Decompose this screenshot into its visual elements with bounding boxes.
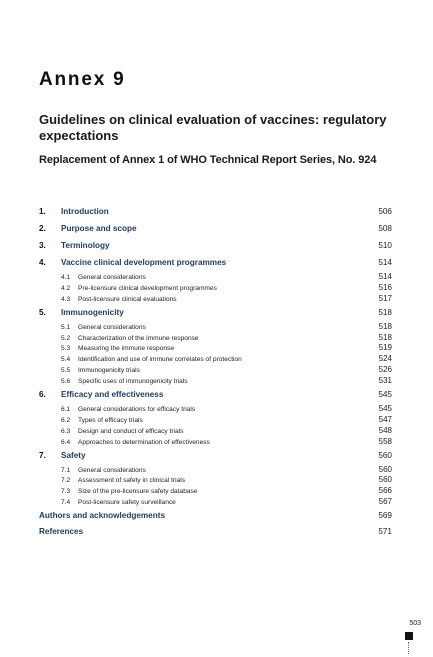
section-number: 2. xyxy=(39,224,46,233)
subsection-number: 6.1 xyxy=(61,406,71,414)
subsection-number: 6.4 xyxy=(61,438,71,446)
subsection-number: 5.4 xyxy=(61,356,71,364)
subsection-title: Immunogenicity trials xyxy=(78,367,140,375)
subsection-page: 524 xyxy=(378,354,392,364)
subsection-number: 7.4 xyxy=(61,499,71,507)
subsection-title: General considerations xyxy=(78,466,146,474)
section-page: 560 xyxy=(378,450,392,460)
toc-subsection-row[interactable] xyxy=(39,465,392,476)
subsection-title: Approaches to determination of effectiveness xyxy=(78,438,210,446)
authors-page: 569 xyxy=(378,511,392,521)
section-title: Vaccine clinical development programmes xyxy=(61,258,227,267)
section-title: Introduction xyxy=(61,207,109,216)
subsection-title: Characterization of the immune response xyxy=(78,334,199,342)
toc-subsection-row[interactable] xyxy=(39,404,392,415)
subsection-page: 547 xyxy=(378,414,392,424)
references-title: References xyxy=(39,527,84,537)
section-number: 7. xyxy=(39,450,46,460)
toc-section xyxy=(39,308,392,387)
toc-references-row[interactable] xyxy=(39,527,392,543)
section-page: 514 xyxy=(378,258,392,267)
subsection-title: Measuring the immune response xyxy=(78,345,175,353)
subsection-page: 517 xyxy=(378,293,392,303)
references-page: 571 xyxy=(378,527,392,537)
toc-subsection-row[interactable] xyxy=(39,497,392,508)
section-page: 518 xyxy=(378,307,392,317)
section-page: 545 xyxy=(378,390,392,400)
section-page: 508 xyxy=(378,224,392,233)
subsection-page: 560 xyxy=(378,464,392,474)
subsection-title: General considerations for efficacy trials xyxy=(78,406,196,414)
toc-section xyxy=(39,241,392,255)
toc-subsection-row[interactable] xyxy=(39,322,392,333)
toc-section-row[interactable] xyxy=(39,258,392,272)
subsection-title: Pre-licensure clinical development programmes xyxy=(78,284,217,292)
subsection-number: 5.5 xyxy=(61,367,71,375)
toc-section-row[interactable] xyxy=(39,241,392,255)
toc-subsection-row[interactable] xyxy=(39,475,392,486)
subsection-page: 518 xyxy=(378,321,392,331)
page-marker-dots xyxy=(408,642,409,654)
toc-subsection-row[interactable] xyxy=(39,376,392,387)
subsection-page: 519 xyxy=(378,343,392,353)
toc-section-row[interactable] xyxy=(39,308,392,322)
subsection-number: 6.3 xyxy=(61,427,71,435)
toc-subsection-row[interactable] xyxy=(39,437,392,448)
subsection-title: Post-licensure clinical evaluations xyxy=(78,295,177,303)
subsection-number: 5.6 xyxy=(61,378,71,386)
section-number: 5. xyxy=(39,307,46,317)
subsection-title: Identification and use of immune correlates of protection xyxy=(78,356,242,364)
subsection-page: 560 xyxy=(378,475,392,485)
toc-authors-row[interactable] xyxy=(39,511,392,527)
authors-title: Authors and acknowledgements xyxy=(39,511,166,521)
toc-section-row[interactable] xyxy=(39,207,392,221)
document-title: Guidelines on clinical evaluation of vaccines: regulatory expectations xyxy=(39,112,387,143)
section-title: Terminology xyxy=(61,241,110,250)
annex-title: Annex 9 xyxy=(39,69,126,90)
subsection-number: 4.2 xyxy=(61,284,71,292)
section-number: 1. xyxy=(39,207,46,216)
toc-section-row[interactable] xyxy=(39,390,392,404)
document-subtitle: Replacement of Annex 1 of WHO Technical Report Series, No. 924 xyxy=(39,154,377,166)
section-number: 4. xyxy=(39,258,46,267)
subsection-page: 566 xyxy=(378,486,392,496)
toc-section xyxy=(39,390,392,448)
toc-subsection-row[interactable] xyxy=(39,343,392,354)
page-marker-square xyxy=(405,632,413,640)
subsection-title: General considerations xyxy=(78,323,146,331)
subsection-page: 526 xyxy=(378,365,392,375)
subsection-title: Size of the pre-licensure safety database xyxy=(78,488,198,496)
subsection-page: 545 xyxy=(378,404,392,414)
subsection-page: 567 xyxy=(378,497,392,507)
toc-section xyxy=(39,258,392,305)
subsection-title: General considerations xyxy=(78,274,146,281)
toc-subsection-row[interactable] xyxy=(39,294,392,305)
subsection-title: Design and conduct of efficacy trials xyxy=(78,427,184,435)
toc-section xyxy=(39,224,392,238)
subsection-page: 558 xyxy=(378,436,392,446)
subsection-page: 531 xyxy=(378,376,392,386)
toc-subsection-row[interactable] xyxy=(39,426,392,437)
subsection-number: 6.2 xyxy=(61,416,71,424)
section-title: Purpose and scope xyxy=(61,224,137,233)
toc-subsection-row[interactable] xyxy=(39,354,392,365)
section-number: 6. xyxy=(39,390,46,400)
toc-section xyxy=(39,207,392,221)
subsection-page: 518 xyxy=(378,332,392,342)
table-of-contents xyxy=(39,207,392,543)
subsection-number: 7.3 xyxy=(61,488,71,496)
toc-subsection-row[interactable] xyxy=(39,365,392,376)
section-title: Safety xyxy=(61,450,86,460)
subsection-number: 5.1 xyxy=(61,323,71,331)
subsection-page: 516 xyxy=(378,282,392,292)
toc-subsection-row[interactable] xyxy=(39,486,392,497)
toc-subsection-row[interactable] xyxy=(39,283,392,294)
section-page: 510 xyxy=(378,241,392,250)
subsection-page: 514 xyxy=(378,272,392,281)
subsection-title: Post-licensure safety surveillance xyxy=(78,499,176,507)
subsection-number: 7.2 xyxy=(61,477,71,485)
toc-subsection-row[interactable] xyxy=(39,415,392,426)
subsection-number: 5.2 xyxy=(61,334,71,342)
subsection-title: Assessment of safety in clinical trials xyxy=(78,477,186,485)
subsection-title: Types of efficacy trials xyxy=(78,416,143,424)
subsection-number: 4.1 xyxy=(61,274,71,281)
subsection-number: 7.1 xyxy=(61,466,71,474)
toc-section-row[interactable] xyxy=(39,224,392,238)
section-page: 506 xyxy=(378,207,392,216)
toc-subsection-row[interactable] xyxy=(39,333,392,344)
subsection-number: 5.3 xyxy=(61,345,71,353)
subsection-page: 548 xyxy=(378,425,392,435)
toc-subsection-row[interactable] xyxy=(39,272,392,283)
section-title: Efficacy and effectiveness xyxy=(61,390,164,400)
section-title: Immunogenicity xyxy=(61,307,124,317)
toc-section-row[interactable] xyxy=(39,451,392,465)
section-number: 3. xyxy=(39,241,46,250)
page-number: 503 xyxy=(409,620,421,627)
toc-section xyxy=(39,451,392,509)
subsection-title: Specific uses of immunogenicity trials xyxy=(78,378,188,386)
subsection-number: 4.3 xyxy=(61,295,71,303)
